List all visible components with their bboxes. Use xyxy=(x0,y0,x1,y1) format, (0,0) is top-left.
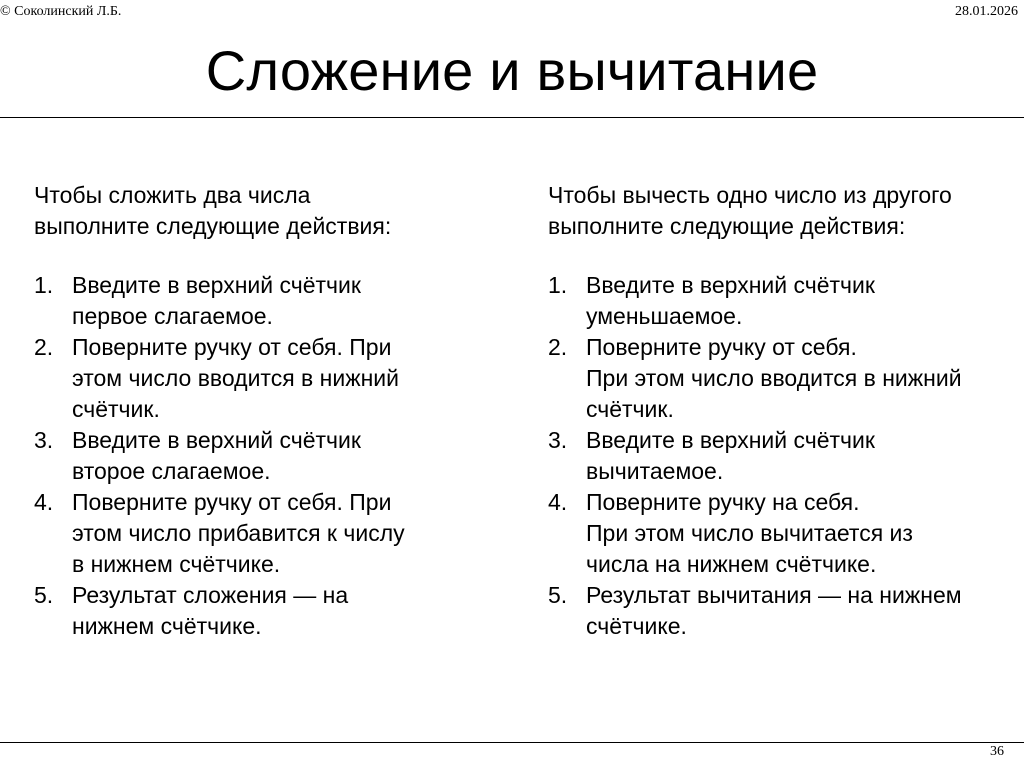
addition-intro xyxy=(34,180,474,242)
step-line: Поверните ручку от себя. xyxy=(586,334,857,360)
intro-line: Чтобы вычесть одно число из другого xyxy=(548,182,952,208)
list-item xyxy=(34,270,474,332)
step-line: уменьшаемое. xyxy=(586,303,743,329)
subtraction-intro xyxy=(548,180,1018,242)
step-line: Введите в верхний счётчик xyxy=(72,272,361,298)
step-number: 3. xyxy=(548,427,568,453)
step-line: Результат сложения — на xyxy=(72,582,349,608)
page-title: Сложение и вычитание xyxy=(205,39,819,102)
step-number: 5. xyxy=(548,582,568,608)
step-line: счётчик. xyxy=(586,396,674,422)
step-number: 2. xyxy=(548,334,568,360)
step-line: Результат вычитания — на нижнем xyxy=(586,582,962,608)
list-item xyxy=(34,580,474,642)
step-line: нижнем счётчике. xyxy=(72,613,262,639)
list-item xyxy=(548,425,1018,487)
list-item xyxy=(548,580,1018,642)
step-line: Поверните ручку от себя. При xyxy=(72,489,392,515)
step-line: в нижнем счётчике. xyxy=(72,551,281,577)
list-item xyxy=(34,487,474,580)
step-number: 1. xyxy=(34,272,54,298)
list-item xyxy=(548,487,1018,580)
step-number: 3. xyxy=(34,427,54,453)
step-line: При этом число вычитается из xyxy=(586,520,913,546)
step-line: Введите в верхний счётчик xyxy=(586,427,875,453)
list-item xyxy=(548,270,1018,332)
step-line: счётчик. xyxy=(72,396,160,422)
page-number: 36 xyxy=(990,744,1004,759)
step-number: 4. xyxy=(548,489,568,515)
list-item xyxy=(548,332,1018,425)
list-item xyxy=(34,332,474,425)
subtraction-column xyxy=(548,180,1018,642)
step-line: Поверните ручку от себя. При xyxy=(72,334,392,360)
footer-divider xyxy=(0,742,1024,743)
list-item xyxy=(34,425,474,487)
date-label: 28.01.2026 xyxy=(955,4,1018,19)
step-line: При этом число вводится в нижний xyxy=(586,365,962,391)
step-line: вычитаемое. xyxy=(586,458,724,484)
step-number: 4. xyxy=(34,489,54,515)
step-line: второе слагаемое. xyxy=(72,458,271,484)
step-line: Введите в верхний счётчик xyxy=(586,272,875,298)
addition-steps xyxy=(34,270,474,642)
intro-line: выполните следующие действия: xyxy=(548,213,906,239)
author-credit: © Соколинский Л.Б. xyxy=(0,4,122,19)
title-divider xyxy=(0,117,1024,118)
step-number: 1. xyxy=(548,272,568,298)
step-line: первое слагаемое. xyxy=(72,303,273,329)
intro-line: Чтобы сложить два числа xyxy=(34,182,311,208)
step-line: Введите в верхний счётчик xyxy=(72,427,361,453)
step-number: 2. xyxy=(34,334,54,360)
step-line: числа на нижнем счётчике. xyxy=(586,551,877,577)
step-line: этом число вводится в нижний xyxy=(72,365,399,391)
addition-column xyxy=(34,180,474,642)
step-number: 5. xyxy=(34,582,54,608)
step-line: Поверните ручку на себя. xyxy=(586,489,860,515)
subtraction-steps xyxy=(548,270,1018,642)
step-line: счётчике. xyxy=(586,613,687,639)
step-line: этом число прибавится к числу xyxy=(72,520,405,546)
intro-line: выполните следующие действия: xyxy=(34,213,392,239)
